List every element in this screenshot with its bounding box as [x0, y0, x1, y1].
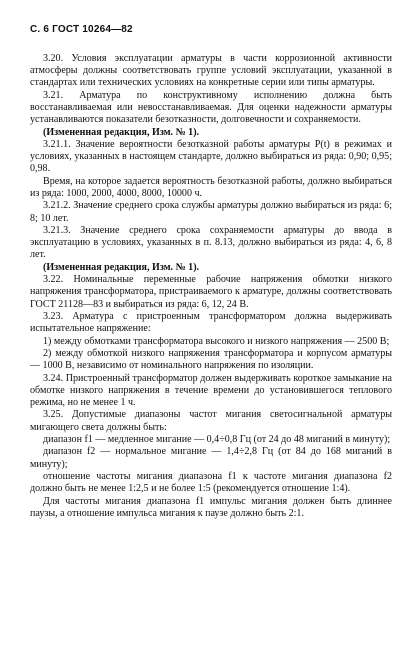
- range-f2: диапазон f2 — нормальное мигание — 1,4÷2,8 Гц (от 84 до 168 миганий в минуту);: [30, 446, 392, 470]
- paragraph-3-24: 3.24. Пристроенный трансформатор должен выдерживать короткое замыкание на обмотке низкого напряжения в течение времени до установившегося теплового режима, но не менее 1 ч.: [30, 372, 392, 408]
- paragraph-3-22: 3.22. Номинальные переменные рабочие напряжения обмотки низкого напряжения трансформатора, пристраиваемого к арматуре, должны соответствовать ГОСТ 21128—83 и выбираться из ряда: 6, 12, 24 В.: [30, 274, 392, 310]
- amendment-note: (Измененная редакция, Изм. № 1).: [43, 126, 200, 138]
- paragraph-3-21-1: 3.21.1. Значение вероятности безотказной работы арматуры P(t) в режимах и условиях, указанных в настоящем стандарте, должно выбираться из ряда: 0,90; 0,95; 0,98.: [30, 138, 392, 175]
- page-header: С. 6 ГОСТ 10264—82: [30, 24, 133, 35]
- amendment-note: (Измененная редакция, Изм. № 1).: [43, 261, 200, 273]
- paragraph-3-25: 3.25. Допустимые диапазоны частот мигания светосигнальной арматуры мигающего света должны быть:: [30, 409, 392, 433]
- paragraph-3-20: 3.20. Условия эксплуатации арматуры в части коррозионной активности атмосферы должны соответствовать группе условий эксплуатации, указанной в стандартах или технических условиях на конкретные серии или типы арматуры.: [30, 53, 392, 89]
- ratio-note: отношение частоты мигания диапазона f1 к частоте мигания диапазона f2 должно быть не менее 1:2,5 и не более 1:5 (рекомендуется отношение 1:4).: [30, 470, 392, 495]
- paragraph-3-21: 3.21. Арматура по конструктивному исполнению должна быть восстанавливаемая или невосстанавливаемая. Для оценки надежности арматуры устанавливаются показатели безотказности, долговечности и сохраняемости.: [30, 89, 392, 126]
- document-body: [30, 53, 392, 520]
- paragraph-3-23: 3.23. Арматура с пристроенным трансформатором должна выдерживать испытательное напряжение:: [30, 310, 392, 335]
- paragraph-time: Время, на которое задается вероятность безотказной работы, должно выбираться из ряда: 1000, 2000, 4000, 8000, 10000 ч.: [30, 175, 392, 199]
- pulse-note: Для частоты мигания диапазона f1 импульс мигания должен быть длиннее паузы, а отношение импульса мигания к паузе должно быть 2:1.: [30, 495, 392, 519]
- paragraph-3-21-2: 3.21.2. Значение среднего срока службы арматуры должно выбираться из ряда: 6; 8; 10 лет.: [30, 200, 392, 224]
- paragraph-3-21-3: 3.21.3. Значение среднего срока сохраняемости арматуры до ввода в эксплуатацию в условиях, указанных в п. 8.13, должно выбираться из ряда: 4, 6, 8 лет.: [30, 224, 392, 261]
- list-item-1: 1) между обмотками трансформатора высокого и низкого напряжения — 2500 В;: [43, 335, 390, 347]
- range-f1: диапазон f1 — медленное мигание — 0,4÷0,8 Гц (от 24 до 48 миганий в минуту);: [43, 433, 391, 445]
- list-item-2: 2) между обмоткой низкого напряжения трансформатора и корпусом арматуры — 1000 В, независимо от номинального напряжения по изоляции.: [30, 347, 392, 372]
